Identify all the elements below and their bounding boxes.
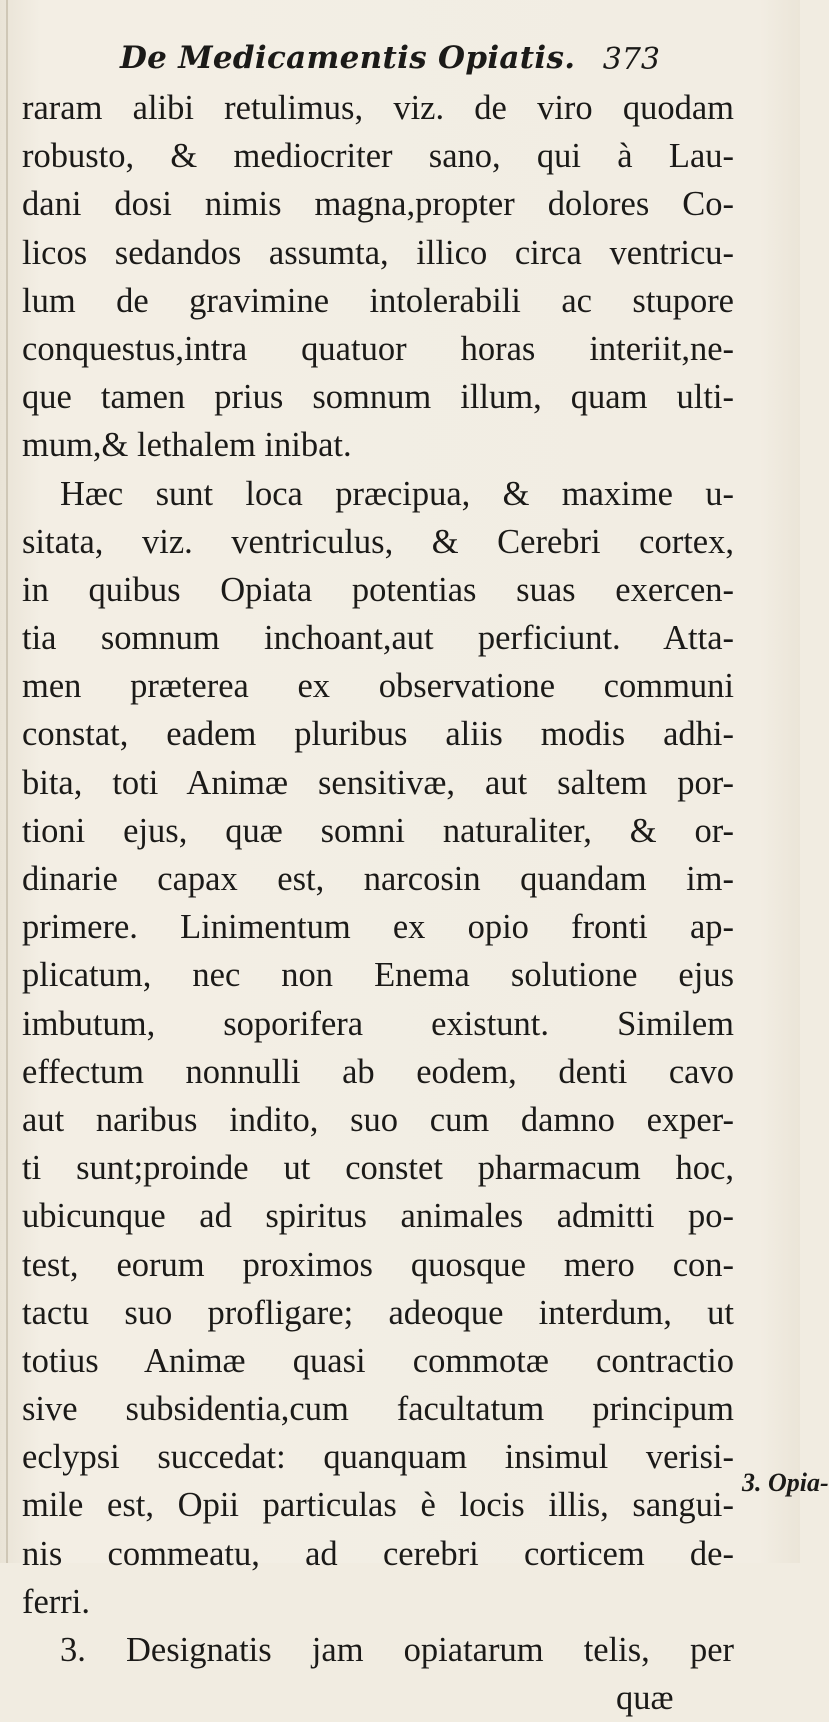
page-gutter-edge xyxy=(6,0,8,1563)
text-line: primere. Linimentum ex opio fronti ap- xyxy=(22,908,734,947)
text-line: tactu suo profligare; adeoque interdum, ut xyxy=(22,1293,734,1332)
text-line: dinarie capax est, narcosin quandam im- xyxy=(22,860,734,898)
text-line: aut naribus indito, suo cum damno exper- xyxy=(22,1100,734,1139)
text-line: effectum nonnulli ab eodem, denti cavo xyxy=(22,1052,734,1091)
text-line: raram alibi retulimus, viz. de viro quodam xyxy=(22,89,734,127)
text-line: sitata, viz. ventriculus, & Cerebri cortex, xyxy=(22,522,734,561)
running-title: De Medicamentis Opiatis. xyxy=(120,40,576,76)
text-line: sive subsidentia,cum facultatum principum xyxy=(22,1390,734,1429)
page-number: 373 xyxy=(602,42,660,77)
text-line: robusto, & mediocriter sano, qui à Lau- xyxy=(22,137,734,176)
running-head xyxy=(120,40,660,84)
text-line: que tamen prius somnum illum, quam ulti- xyxy=(22,378,734,417)
text-line: nis commeatu, ad cerebri corticem de- xyxy=(22,1534,734,1573)
text-line: totius Animæ quasi commotæ contractio xyxy=(22,1341,734,1380)
text-line: licos sedandos assumta, illico circa ventricu- xyxy=(22,233,734,272)
marginal-note: 3. Opia- xyxy=(742,1468,829,1497)
text-line: men præterea ex observatione communi xyxy=(22,667,734,706)
text-line: lum de gravimine intolerabili ac stupore xyxy=(22,281,734,320)
text-line: tioni ejus, quæ somni naturaliter, & or- xyxy=(22,811,734,850)
text-line: ti sunt;proinde ut constet pharmacum hoc, xyxy=(22,1149,734,1188)
text-line: mum,& lethalem inibat. xyxy=(22,426,352,465)
text-line: tia somnum inchoant,aut perficiunt. Atta- xyxy=(22,619,734,658)
text-line: conquestus,intra quatuor horas interiit,ne- xyxy=(22,329,734,368)
text-line: in quibus Opiata potentias suas exercen- xyxy=(22,570,734,609)
text-line: eclypsi succedat: quanquam insimul verisi- xyxy=(22,1438,734,1477)
text-line: constat, eadem pluribus aliis modis adhi- xyxy=(22,715,734,754)
body-text xyxy=(22,84,734,1722)
text-line: imbutum, soporifera existunt. Similem xyxy=(22,1004,734,1043)
text-line: plicatum, nec non Enema solutione ejus xyxy=(22,956,734,995)
text-line: test, eorum proximos quosque mero con- xyxy=(22,1245,734,1284)
catchword: quæ xyxy=(616,1679,674,1718)
text-line: mile est, Opii particulas è locis illis, sangui- xyxy=(22,1486,734,1525)
text-line: ubicunque ad spiritus animales admitti po- xyxy=(22,1197,734,1236)
text-line: ferri. xyxy=(22,1582,90,1621)
text-line: dani dosi nimis magna,propter dolores Co- xyxy=(22,185,734,224)
paragraph-start-line: 3. Designatis jam opiatarum telis, per xyxy=(60,1631,734,1669)
text-line: bita, toti Animæ sensitivæ, aut saltem por- xyxy=(22,763,734,802)
paragraph-start-line: Hæc sunt loca præcipua, & maxime u- xyxy=(60,474,734,513)
